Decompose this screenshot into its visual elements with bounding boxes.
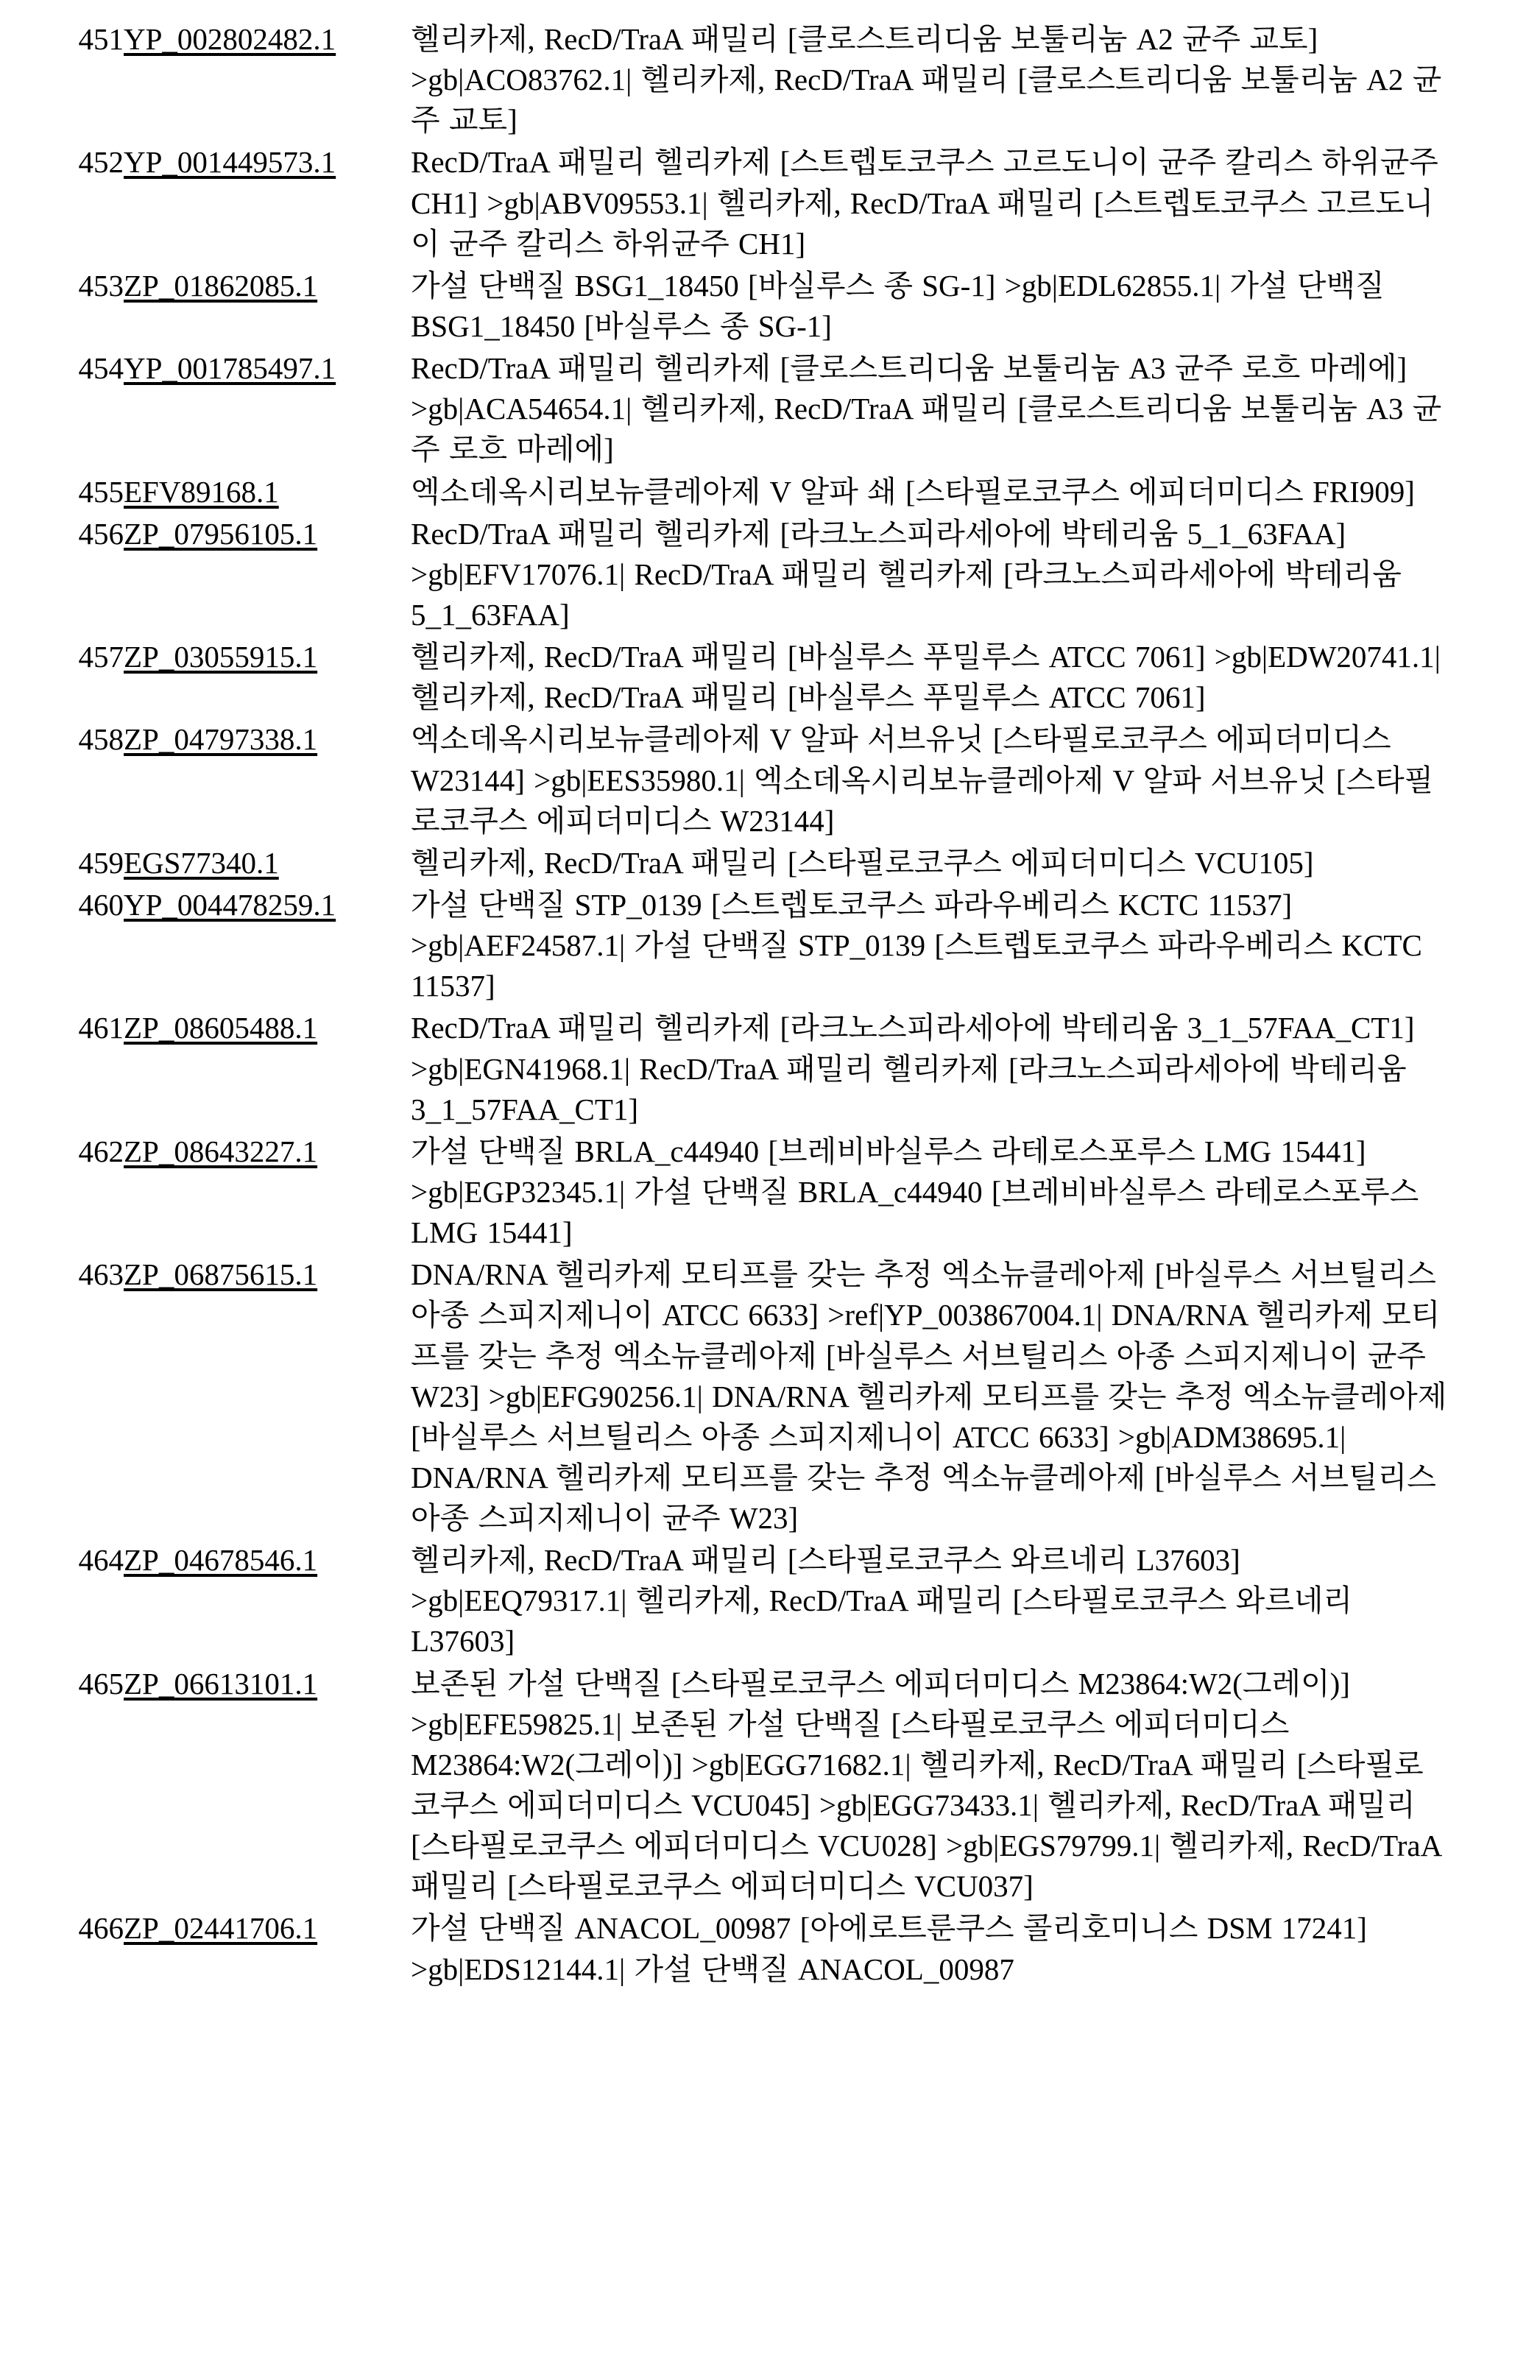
entry-description: 엑소데옥시리보뉴클레아제 V 알파 쇄 [스타필로코쿠스 에피더미디스 FRI909] [411, 474, 1415, 509]
entry-number: 455 [78, 474, 124, 509]
table-row [44, 1662, 1452, 1907]
table-row [44, 1130, 1452, 1253]
entry-description: RecD/TraA 패밀리 헬리카제 [스트렙토코쿠스 고르도니이 균주 칼리스 하위균주 CH1] >gb|ABV09553.1| 헬리카제, RecD/TraA 패밀리 [스트렙토코쿠스 고르도니이 균주 칼리스 하위균주 CH1] [411, 145, 1438, 261]
entry-accession-cell [124, 470, 411, 512]
entry-accession-cell [124, 347, 411, 470]
entry-accession-cell [124, 841, 411, 883]
entry-description: 헬리카제, RecD/TraA 패밀리 [스타필로코쿠스 와르네리 L37603] >gb|EEQ79317.1| 헬리카제, RecD/TraA 패밀리 [스타필로코쿠스 와르네리 L37603] [411, 1543, 1353, 1659]
entry-accession-cell [124, 883, 411, 1006]
entry-number: 466 [78, 1911, 124, 1946]
entry-description: RecD/TraA 패밀리 헬리카제 [클로스트리디움 보툴리눔 A3 균주 로흐 마레에] >gb|ACA54654.1| 헬리카제, RecD/TraA 패밀리 [클로스트리디움 보툴리눔 A3 균주 로흐 마레에] [411, 351, 1442, 467]
entry-number: 454 [78, 351, 124, 386]
entry-number: 453 [78, 268, 124, 303]
entry-number: 451 [78, 22, 124, 56]
table-row [44, 141, 1452, 264]
table-row [44, 264, 1452, 347]
accession-link[interactable]: ZP_02441706.1 [124, 1911, 318, 1946]
entry-description: DNA/RNA 헬리카제 모티프를 갖는 추정 엑소뉴클레아제 [바실루스 서브틸리스 아종 스피지제니이 ATCC 6633] >ref|YP_003867004.1| DNA/RNA 헬리카제 모티프를 갖는 추정 엑소뉴클레아제 [바실루스 서브틸리스 아종 스피지제니이 균주 W23] >gb|EFG90256.1| DNA/RNA 헬리카제 모티프를 갖는 추정 엑소뉴클레아제 [바실루스 서브틸리스 아종 스피지제니이 ATCC 6633] >gb|ADM38695.1| DNA/RNA 헬리카제 모티프를 갖는 추정 엑소뉴클레아제 [바실루스 서브틸리스 아종 스피지제니이 균주 W23] [411, 1257, 1447, 1536]
table-row [44, 841, 1452, 883]
entry-number: 460 [78, 887, 124, 922]
table-row [44, 1253, 1452, 1539]
table-row [44, 635, 1452, 718]
entry-description: 헬리카제, RecD/TraA 패밀리 [스타필로코쿠스 에피더미디스 VCU105] [411, 845, 1314, 880]
accession-link[interactable]: ZP_06875615.1 [124, 1257, 318, 1292]
accession-link[interactable]: ZP_04797338.1 [124, 722, 318, 757]
table-row [44, 1006, 1452, 1129]
entry-description: 헬리카제, RecD/TraA 패밀리 [클로스트리디움 보툴리눔 A2 균주 교토] >gb|ACO83762.1| 헬리카제, RecD/TraA 패밀리 [클로스트리디움 보툴리눔 A2 균주 교토] [411, 22, 1442, 138]
accession-link[interactable]: ZP_08605488.1 [124, 1011, 318, 1045]
entry-accession-cell [124, 1253, 411, 1539]
accession-link[interactable]: EGS77340.1 [124, 845, 279, 880]
accession-link[interactable]: ZP_08643227.1 [124, 1134, 318, 1168]
table-row [44, 347, 1452, 470]
sequence-listing-table [44, 19, 1452, 1990]
entry-accession-cell [124, 1006, 411, 1129]
entry-number: 456 [78, 516, 124, 551]
table-row [44, 512, 1452, 635]
table-row [44, 470, 1452, 512]
entry-accession-cell [124, 635, 411, 718]
entry-number: 458 [78, 722, 124, 757]
accession-link[interactable]: ZP_04678546.1 [124, 1543, 318, 1578]
table-row [44, 19, 1452, 141]
accession-link[interactable]: ZP_01862085.1 [124, 268, 318, 303]
entry-description: 가설 단백질 STP_0139 [스트렙토코쿠스 파라우베리스 KCTC 11537] >gb|AEF24587.1| 가설 단백질 STP_0139 [스트렙토코쿠스 파라우베리스 KCTC 11537] [411, 887, 1422, 1003]
accession-link[interactable]: EFV89168.1 [124, 474, 279, 509]
entry-description: 헬리카제, RecD/TraA 패밀리 [바실루스 푸밀루스 ATCC 7061] >gb|EDW20741.1| 헬리카제, RecD/TraA 패밀리 [바실루스 푸밀루스 ATCC 7061] [411, 640, 1441, 715]
entry-description: 보존된 가설 단백질 [스타필로코쿠스 에피더미디스 M23864:W2(그레이)] >gb|EFE59825.1| 보존된 가설 단백질 [스타필로코쿠스 에피더미디스 M23864:W2(그레이)] >gb|EGG71682.1| 헬리카제, RecD/TraA 패밀리 [스타필로코쿠스 에피더미디스 VCU045] >gb|EGG73433.1| 헬리카제, RecD/TraA 패밀리 [스타필로코쿠스 에피더미디스 VCU028] >gb|EGS79799.1| 헬리카제, RecD/TraA 패밀리 [스타필로코쿠스 에피더미디스 VCU037] [411, 1666, 1441, 1904]
table-row [44, 718, 1452, 841]
entry-accession-cell [124, 1539, 411, 1662]
accession-link[interactable]: YP_001449573.1 [124, 145, 336, 180]
accession-link[interactable]: YP_001785497.1 [124, 351, 336, 386]
entry-number: 459 [78, 845, 124, 880]
entry-accession-cell [124, 19, 411, 141]
entry-accession-cell [124, 141, 411, 264]
entry-accession-cell [124, 1907, 411, 1989]
entry-number: 464 [78, 1543, 124, 1578]
entry-number: 463 [78, 1257, 124, 1292]
entry-accession-cell [124, 1130, 411, 1253]
entry-description: RecD/TraA 패밀리 헬리카제 [라크노스피라세아에 박테리움 5_1_63FAA] >gb|EFV17076.1| RecD/TraA 패밀리 헬리카제 [라크노스피라세아에 박테리움 5_1_63FAA] [411, 516, 1402, 632]
accession-link[interactable]: ZP_06613101.1 [124, 1666, 318, 1701]
accession-link[interactable]: YP_002802482.1 [124, 22, 336, 56]
table-row [44, 1539, 1452, 1662]
entry-description: 가설 단백질 ANACOL_00987 [아에로트룬쿠스 콜리호미니스 DSM 17241] >gb|EDS12144.1| 가설 단백질 ANACOL_00987 [411, 1911, 1367, 1986]
entry-number: 452 [78, 145, 124, 180]
entry-number: 457 [78, 640, 124, 674]
entry-accession-cell [124, 718, 411, 841]
table-body [44, 19, 1452, 1990]
entry-description: 가설 단백질 BSG1_18450 [바실루스 종 SG-1] >gb|EDL62855.1| 가설 단백질 BSG1_18450 [바실루스 종 SG-1] [411, 268, 1385, 343]
accession-link[interactable]: YP_004478259.1 [124, 887, 336, 922]
entry-description: 엑소데옥시리보뉴클레아제 V 알파 서브유닛 [스타필로코쿠스 에피더미디스 W23144] >gb|EES35980.1| 엑소데옥시리보뉴클레아제 V 알파 서브유닛 [스타필로코쿠스 에피더미디스 W23144] [411, 722, 1434, 838]
entry-accession-cell [124, 264, 411, 347]
entry-description: 가설 단백질 BRLA_c44940 [브레비바실루스 라테로스포루스 LMG 15441] >gb|EGP32345.1| 가설 단백질 BRLA_c44940 [브레비바실루스 라테로스포루스 LMG 15441] [411, 1134, 1419, 1250]
entry-number: 465 [78, 1666, 124, 1701]
entry-number: 462 [78, 1134, 124, 1168]
table-row [44, 1907, 1452, 1989]
entry-accession-cell [124, 1662, 411, 1907]
accession-link[interactable]: ZP_07956105.1 [124, 516, 318, 551]
entry-description: RecD/TraA 패밀리 헬리카제 [라크노스피라세아에 박테리움 3_1_57FAA_CT1] >gb|EGN41968.1| RecD/TraA 패밀리 헬리카제 [라크노스피라세아에 박테리움 3_1_57FAA_CT1] [411, 1011, 1415, 1126]
accession-link[interactable]: ZP_03055915.1 [124, 640, 318, 674]
entry-accession-cell [124, 512, 411, 635]
entry-number: 461 [78, 1011, 124, 1045]
table-row [44, 883, 1452, 1006]
